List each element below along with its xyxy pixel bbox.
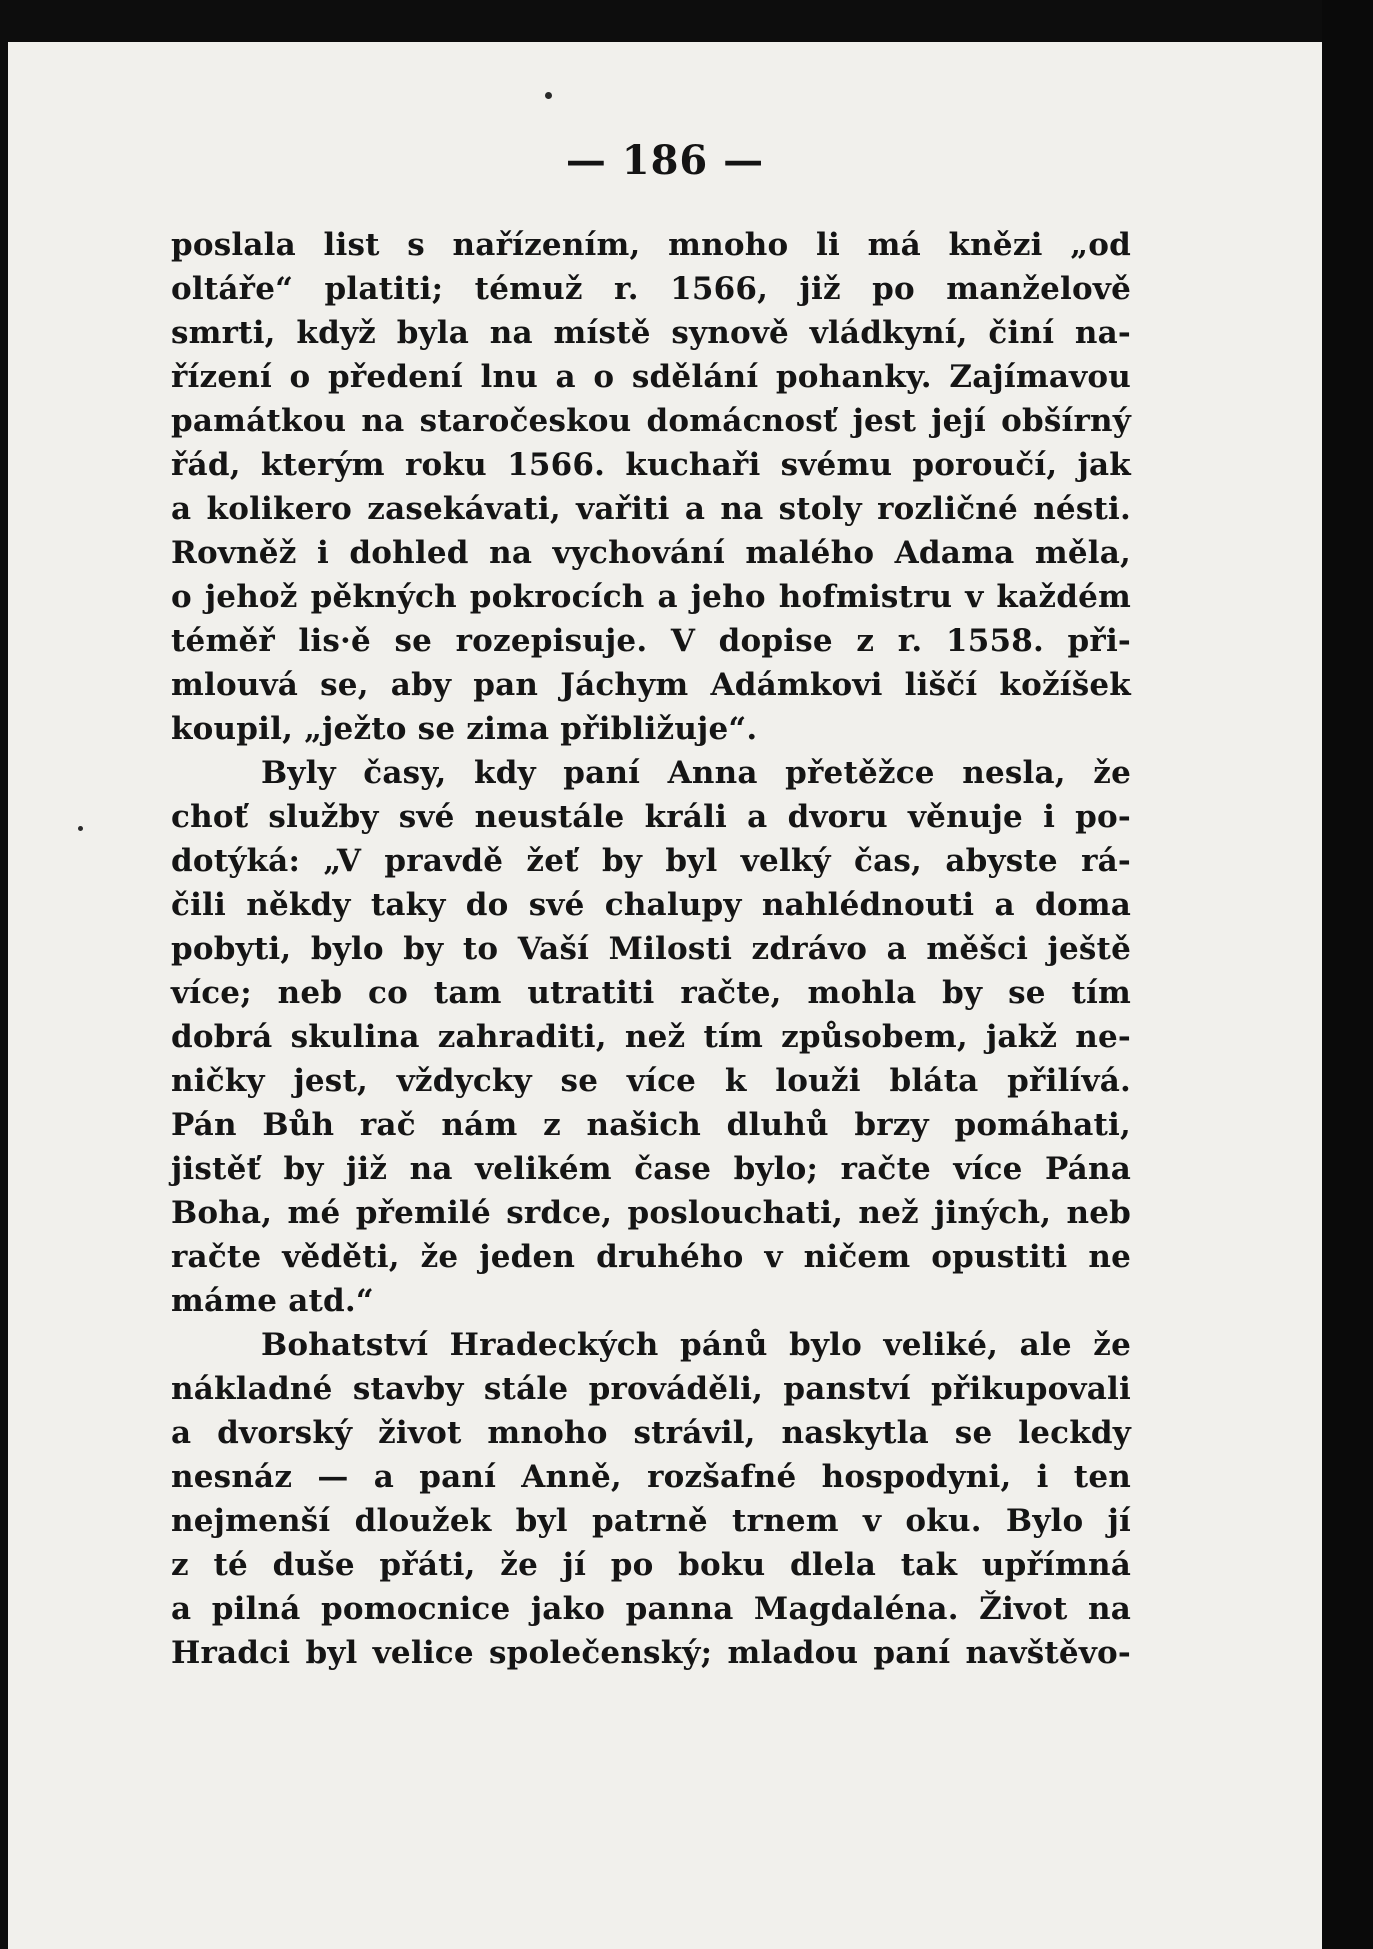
text-line: památkou na staročeskou domácnosť jest její obšírný: [171, 403, 1131, 439]
text-line: řád, kterým roku 1566. kuchaři svému poroučí, jak: [171, 447, 1131, 483]
text-line: mlouvá se, aby pan Jáchym Adámkovi liščí kožíšek: [171, 667, 1131, 703]
text-line: z té duše přáti, že jí po boku dlela tak upřímná: [171, 1547, 1131, 1583]
text-line: dobrá skulina zahraditi, než tím způsobem, jakž ne-: [171, 1019, 1131, 1055]
text-line: nejmenší dloužek byl patrně trnem v oku. Bylo jí: [171, 1503, 1131, 1539]
text-line: račte věděti, že jeden druhého v ničem opustiti ne: [171, 1239, 1131, 1275]
text-line: více; neb co tam utratiti račte, mohla by se tím: [171, 975, 1131, 1011]
text-line: poslala list s nařízením, mnoho li má knězi „od: [171, 227, 1131, 263]
text-line: téměř lis·ě se rozepisuje. V dopise z r. 1558. při-: [171, 623, 1131, 659]
text-line: choť služby své neustále králi a dvoru věnuje i po-: [171, 799, 1131, 835]
text-line: a dvorský život mnoho strávil, naskytla se leckdy: [171, 1415, 1131, 1451]
text-line: řízení o předení lnu a o sdělání pohanky. Zajímavou: [171, 359, 1131, 395]
text-line: a pilná pomocnice jako panna Magdaléna. Život na: [171, 1591, 1131, 1627]
text-line: Boha, mé přemilé srdce, poslouchati, než jiných, neb: [171, 1195, 1131, 1231]
text-line: jistěť by již na velikém čase bylo; račte více Pána: [171, 1151, 1131, 1187]
body-text: [171, 223, 1131, 1675]
scan-border: [1322, 0, 1373, 1949]
text-line: oltáře“ platiti; témuž r. 1566, již po manželově: [171, 271, 1131, 307]
page-number: — 186 —: [565, 137, 765, 184]
text-line: nákladné stavby stále prováděli, panství přikupovali: [171, 1371, 1131, 1407]
text-line: Hradci byl velice společenský; mladou paní navštěvo-: [171, 1635, 1131, 1671]
text-line: Pán Bůh rač nám z našich dluhů brzy pomáhati,: [171, 1107, 1131, 1143]
text-line: Bohatství Hradeckých pánů bylo veliké, ale že: [261, 1327, 1131, 1363]
book-page: [8, 42, 1322, 1949]
text-line: dotýká: „V pravdě žeť by byl velký čas, abyste rá-: [171, 843, 1131, 879]
text-line: a kolikero zasekávati, vařiti a na stoly rozličné nésti.: [171, 491, 1131, 527]
text-line: ničky jest, vždycky se více k louži bláta přilívá.: [171, 1063, 1131, 1099]
scan-speck: [545, 92, 552, 99]
text-line: máme atd.“: [171, 1283, 374, 1319]
text-line: pobyti, bylo by to Vaší Milosti zdrávo a měšci ještě: [171, 931, 1131, 967]
text-line: o jehož pěkných pokrocích a jeho hofmistru v každém: [171, 579, 1131, 615]
text-line: koupil, „ježto se zima přibližuje“.: [171, 711, 758, 747]
text-line: Byly časy, kdy paní Anna přetěžce nesla, že: [261, 755, 1131, 791]
text-line: čili někdy taky do své chalupy nahlédnouti a doma: [171, 887, 1131, 923]
text-line: smrti, když byla na místě synově vládkyní, činí na-: [171, 315, 1131, 351]
text-line: nesnáz — a paní Anně, rozšafné hospodyni, i ten: [171, 1459, 1131, 1495]
scan-speck: [78, 826, 83, 831]
text-line: Rovněž i dohled na vychování malého Adama měla,: [171, 535, 1131, 571]
